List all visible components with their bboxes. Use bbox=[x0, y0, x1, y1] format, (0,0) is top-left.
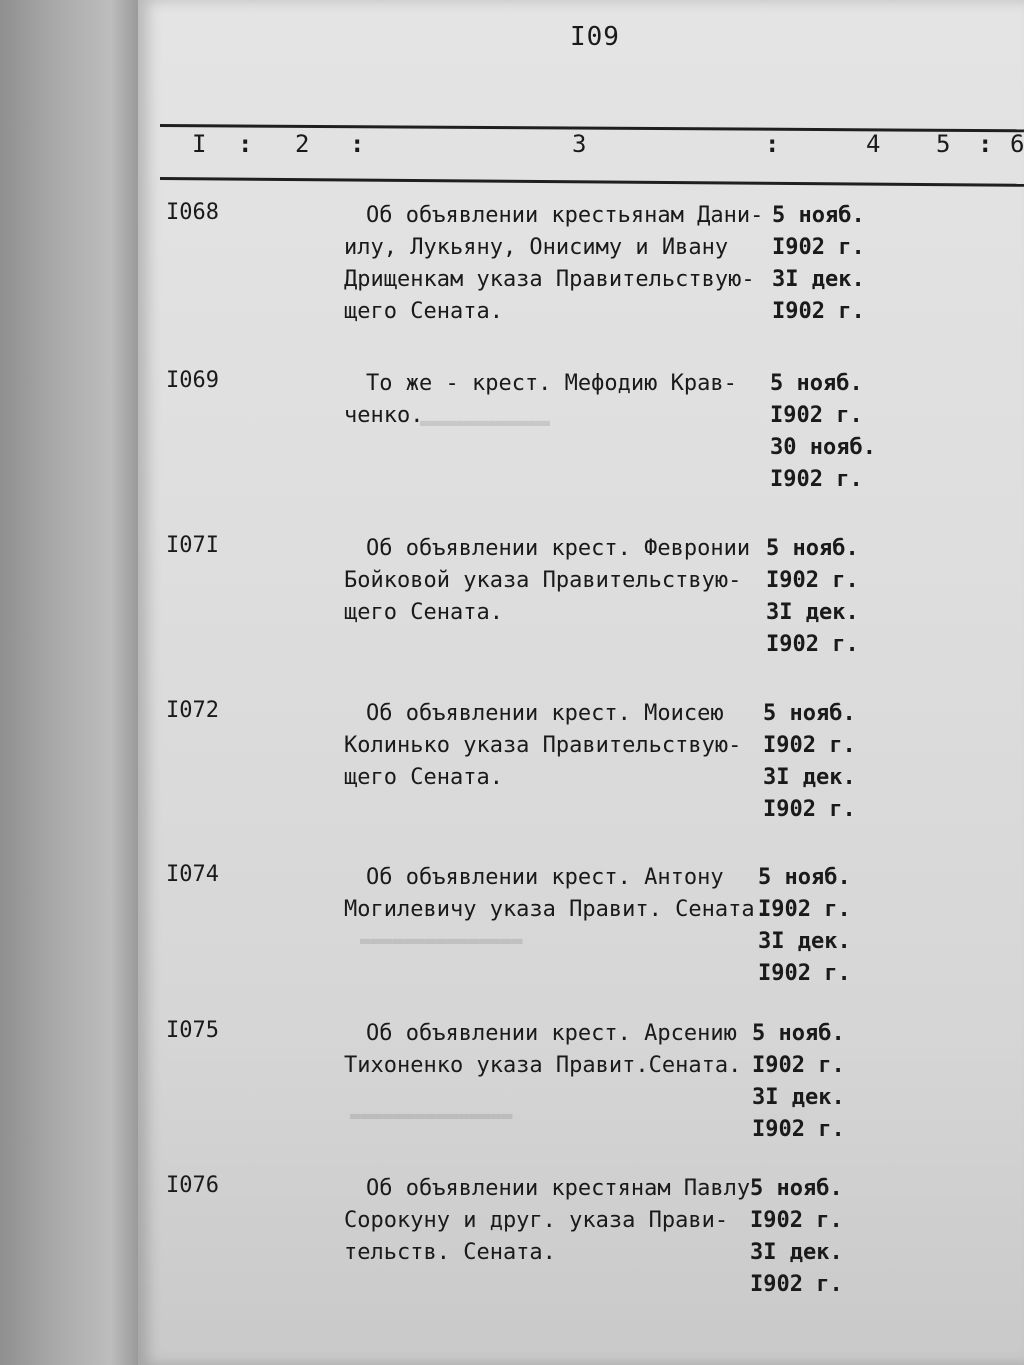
description-line: Об объявлении крестянам Павлу bbox=[366, 1176, 751, 1201]
description-line: Об объявлении крест. Арсению bbox=[366, 1021, 737, 1046]
date-line: 3I дек. bbox=[752, 1085, 845, 1110]
description-line: Дрищенкам указа Правительствую- bbox=[344, 267, 755, 292]
entry-number: I07I bbox=[166, 533, 219, 558]
table-row bbox=[0, 1173, 1024, 1323]
entry-description bbox=[344, 862, 768, 926]
description-line: тельств. Сената. bbox=[344, 1240, 556, 1265]
column-header-6: 6 bbox=[1010, 130, 1024, 158]
entry-dates bbox=[770, 368, 876, 496]
date-line: 5 нояб. bbox=[752, 1021, 845, 1046]
entry-number: I068 bbox=[166, 200, 219, 225]
table-row bbox=[0, 200, 1024, 350]
date-line: I902 г. bbox=[766, 568, 859, 593]
entry-number: I076 bbox=[166, 1173, 219, 1198]
date-line: 5 нояб. bbox=[770, 371, 863, 396]
description-line: Сорокуну и друг. указа Прави- bbox=[344, 1208, 729, 1233]
bleed-through-mark: ▬▬▬▬▬▬▬▬▬▬▬▬▬▬▬ bbox=[350, 1105, 513, 1126]
date-line: 3I дек. bbox=[763, 765, 856, 790]
table-row bbox=[0, 533, 1024, 683]
date-line: I902 г. bbox=[750, 1272, 843, 1297]
table-row bbox=[0, 1018, 1024, 1168]
date-line: 3I дек. bbox=[766, 600, 859, 625]
column-separator: : bbox=[238, 130, 253, 158]
date-line: 5 нояб. bbox=[772, 203, 865, 228]
description-line: илу, Лукьяну, Онисиму и Ивану bbox=[344, 235, 729, 260]
date-line: I902 г. bbox=[772, 235, 865, 260]
entry-description bbox=[344, 368, 764, 432]
description-line: ченко. bbox=[344, 403, 424, 428]
description-line: То же - крест. Мефодию Крав- bbox=[366, 371, 737, 396]
description-line: щего Сената. bbox=[344, 600, 503, 625]
description-line: Об объявлении крест. Антону bbox=[366, 865, 724, 890]
column-header-1: I bbox=[192, 130, 207, 158]
entry-description bbox=[344, 1173, 764, 1269]
date-line: I902 г. bbox=[772, 299, 865, 324]
description-line: Об объявлении крест. Февронии bbox=[366, 536, 751, 561]
page-number: I09 bbox=[570, 22, 620, 52]
entry-number: I074 bbox=[166, 862, 219, 887]
description-line: Бойковой указа Правительствую- bbox=[344, 568, 742, 593]
column-header-3: 3 bbox=[572, 130, 587, 158]
column-separator: : bbox=[350, 130, 365, 158]
date-line: I902 г. bbox=[763, 733, 856, 758]
description-line: щего Сената. bbox=[344, 299, 503, 324]
date-line: I902 г. bbox=[750, 1208, 843, 1233]
entry-dates bbox=[752, 1018, 845, 1146]
date-line: I902 г. bbox=[752, 1117, 845, 1142]
date-line: I902 г. bbox=[758, 961, 851, 986]
column-separator: : bbox=[765, 130, 780, 158]
column-header-5: 5 bbox=[936, 130, 951, 158]
date-line: I902 г. bbox=[758, 897, 851, 922]
date-line: 5 нояб. bbox=[758, 865, 851, 890]
date-line: I902 г. bbox=[752, 1053, 845, 1078]
description-line: Могилевичу указа Правит. Сената. bbox=[344, 897, 768, 922]
date-line: 5 нояб. bbox=[763, 701, 856, 726]
table-row bbox=[0, 698, 1024, 848]
description-line: Колинько указа Правительствую- bbox=[344, 733, 742, 758]
entry-number: I072 bbox=[166, 698, 219, 723]
entry-dates bbox=[772, 200, 865, 328]
entry-dates bbox=[766, 533, 859, 661]
table-row bbox=[0, 862, 1024, 1012]
date-line: I902 г. bbox=[763, 797, 856, 822]
date-line: I902 г. bbox=[770, 403, 863, 428]
date-line: I902 г. bbox=[770, 467, 863, 492]
entry-number: I075 bbox=[166, 1018, 219, 1043]
bleed-through-mark: ▬▬▬▬▬▬▬▬▬▬▬▬▬▬▬ bbox=[360, 930, 523, 951]
description-line: Тихоненко указа Правит.Сената. bbox=[344, 1053, 742, 1078]
column-header-4: 4 bbox=[866, 130, 881, 158]
description-line: щего Сената. bbox=[344, 765, 503, 790]
date-line: 5 нояб. bbox=[750, 1176, 843, 1201]
entry-description bbox=[344, 698, 764, 794]
entry-description bbox=[344, 200, 764, 328]
date-line: 3I дек. bbox=[750, 1240, 843, 1265]
entry-number: I069 bbox=[166, 368, 219, 393]
date-line: 5 нояб. bbox=[766, 536, 859, 561]
entry-description bbox=[344, 533, 764, 629]
entry-dates bbox=[758, 862, 851, 990]
entry-description bbox=[344, 1018, 764, 1082]
entry-dates bbox=[763, 698, 856, 826]
table-row bbox=[0, 368, 1024, 518]
date-line: 30 нояб. bbox=[770, 435, 876, 460]
bleed-through-mark: ▬▬▬▬▬▬▬▬▬▬▬▬ bbox=[420, 412, 551, 433]
entry-dates bbox=[750, 1173, 843, 1301]
description-line: Об объявлении крестьянам Дани- bbox=[366, 203, 764, 228]
date-line: 3I дек. bbox=[758, 929, 851, 954]
column-header-2: 2 bbox=[295, 130, 310, 158]
description-line: Об объявлении крест. Моисею bbox=[366, 701, 724, 726]
column-separator: : bbox=[978, 130, 993, 158]
date-line: I902 г. bbox=[766, 632, 859, 657]
date-line: 3I дек. bbox=[772, 267, 865, 292]
